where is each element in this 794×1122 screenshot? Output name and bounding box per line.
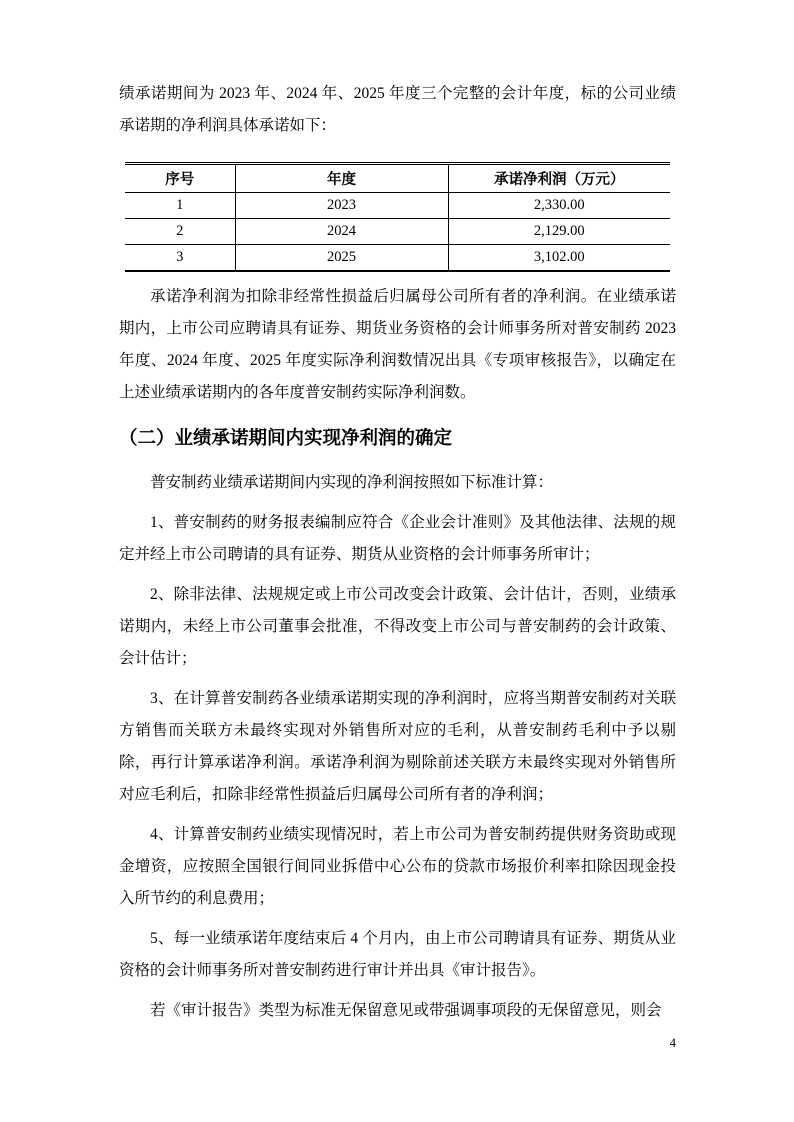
table-header-year: 年度 <box>235 164 448 193</box>
section-heading: （二）业绩承诺期间内实现净利润的确定 <box>119 427 453 448</box>
cell-year: 2023 <box>235 193 448 219</box>
cell-profit: 2,330.00 <box>448 193 670 219</box>
section-paragraph: 4、计算普安制药业绩实现情况时，若上市公司为普安制药提供财务资助或现金增资，应按照全国银行间同业拆借中心公布的贷款市场报价利率扣除因现金投入所节约的利息费用； <box>119 826 676 907</box>
section-paragraph: 若《审计报告》类型为标准无保留意见或带强调事项段的无保留意见，则会 <box>150 1002 662 1019</box>
section-paragraph: 1、普安制药的财务报表编制应符合《企业会计准则》及其他法律、法规的规定并经上市公司聘请的具有证券、期货从业资格的会计师事务所审计； <box>119 514 676 563</box>
section-paragraph: 2、除非法律、法规规定或上市公司改变会计政策、会计估计，否则，业绩承诺期内，未经上市公司董事会批准，不得改变上市公司与普安制药的会计政策、会计估计； <box>119 586 676 667</box>
page-number: 4 <box>669 1036 676 1050</box>
cell-seq: 1 <box>125 193 235 219</box>
commitment-table <box>125 162 670 272</box>
section-paragraph: 5、每一业绩承诺年度结束后 4 个月内，由上市公司聘请具有证券、期货从业资格的会计师事务所对普安制药进行审计并出具《审计报告》。 <box>119 930 676 979</box>
cell-seq: 2 <box>125 219 235 245</box>
table-row <box>125 245 670 272</box>
cell-profit: 3,102.00 <box>448 245 670 272</box>
cell-profit: 2,129.00 <box>448 219 670 245</box>
table-header-row <box>125 164 670 193</box>
cell-year: 2025 <box>235 245 448 272</box>
cell-year: 2024 <box>235 219 448 245</box>
section-paragraph: 普安制药业绩承诺期间内实现的净利润按照如下标准计算： <box>150 474 554 491</box>
after-table-paragraph: 承诺净利润为扣除非经常性损益后归属母公司所有者的净利润。在业绩承诺期内，上市公司应聘请具有证券、期货业务资格的会计师事务所对普安制药 2023 年度、2024 年度、2025 年度实际净利润数情况出具《专项审核报告》，以确定在上述业绩承诺期内的各年度普安制药实际净利润数。 <box>119 288 676 401</box>
intro-paragraph: 绩承诺期间为 2023 年、2024 年、2025 年度三个完整的会计年度，标的公司业绩承诺期的净利润具体承诺如下： <box>119 85 676 134</box>
section-paragraph: 3、在计算普安制药各业绩承诺期实现的净利润时，应将当期普安制药对关联方销售而关联方未最终实现对外销售所对应的毛利，从普安制药毛利中予以剔除，再行计算承诺净利润。承诺净利润为剔除前述关联方未最终实现对外销售所对应毛利后，扣除非经常性损益后归属母公司所有者的净利润； <box>119 690 676 803</box>
table-header-seq: 序号 <box>125 164 235 193</box>
table-row <box>125 219 670 245</box>
table-row <box>125 193 670 219</box>
cell-seq: 3 <box>125 245 235 272</box>
table-header-profit: 承诺净利润（万元） <box>448 164 670 193</box>
